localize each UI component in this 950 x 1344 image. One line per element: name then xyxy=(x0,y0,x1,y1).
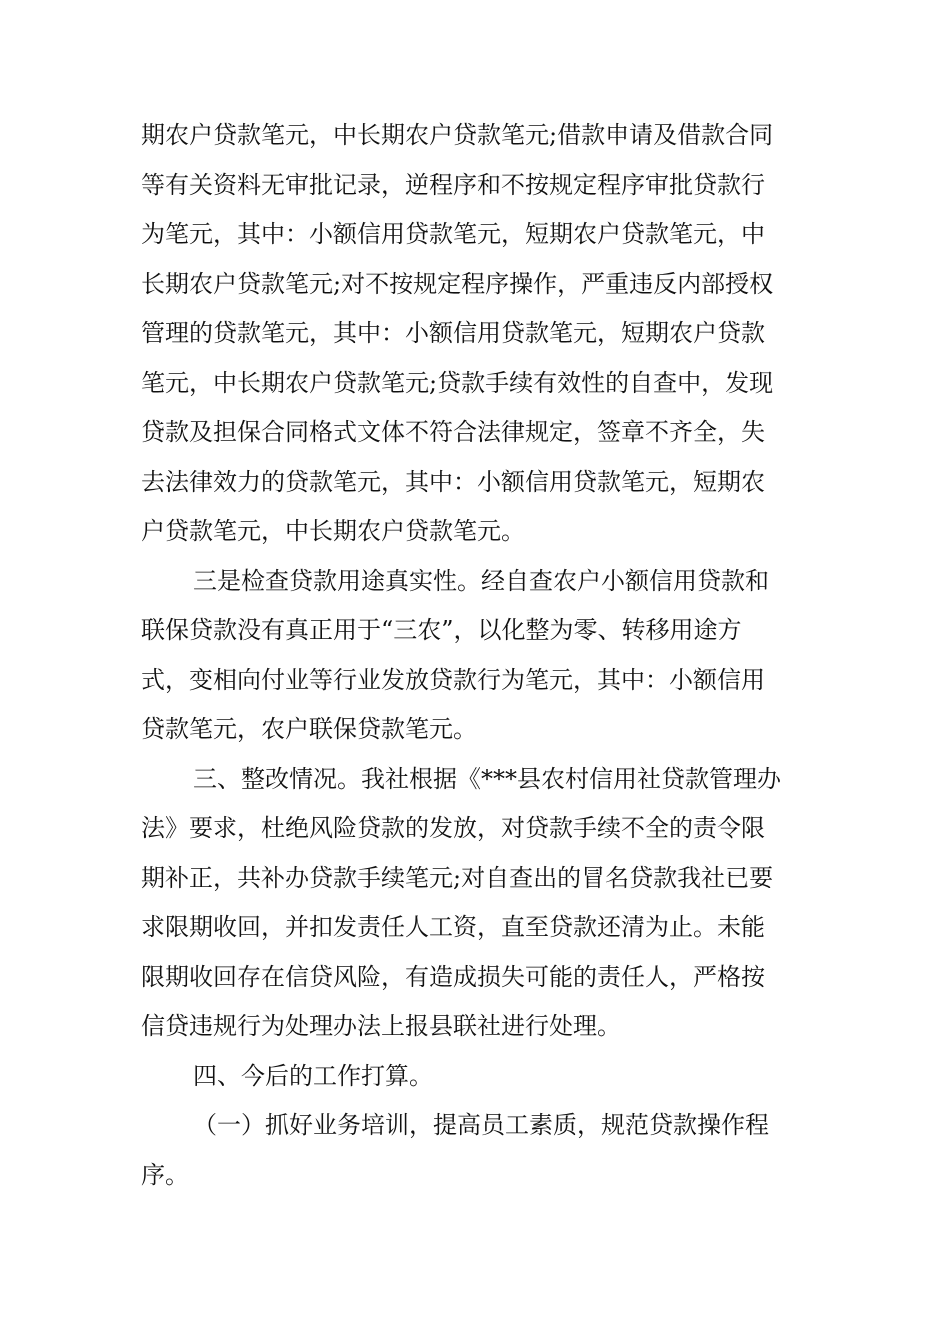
text-line: 去法律效力的贷款笔元，其中：小额信用贷款笔元，短期农 xyxy=(141,467,765,496)
document-body xyxy=(141,111,821,1200)
text-line: 联保贷款没有真正用于“三农”，以化整为零、转移用途方 xyxy=(141,616,742,644)
text-line: 贷款及担保合同格式文体不符合法律规定，签章不齐全，失 xyxy=(141,418,765,446)
text-line: 序。 xyxy=(141,1160,189,1189)
text-line: 长期农户贷款笔元;对不按规定程序操作，严重违反内部授权 xyxy=(141,269,774,298)
section-heading-future-plans: 四、今后的工作打算。 xyxy=(193,1061,433,1090)
text-line: 式，变相向付业等行业发放贷款行为笔元，其中：小额信用 xyxy=(141,665,765,694)
paragraph-first-line: （一）抓好业务培训，提高员工素质，规范贷款操作程 xyxy=(193,1111,769,1139)
text-line: 期农户贷款笔元，中长期农户贷款笔元;借款申请及借款合同 xyxy=(141,121,774,149)
text-line: 等有关资料无审批记录，逆程序和不按规定程序审批贷款行 xyxy=(141,170,765,199)
text-line: 户贷款笔元，中长期农户贷款笔元。 xyxy=(141,517,525,545)
text-line: 贷款笔元，农户联保贷款笔元。 xyxy=(141,715,477,743)
text-line: 求限期收回，并扣发责任人工资，直至贷款还清为止。未能 xyxy=(141,913,765,941)
text-line: 期补正，共补办贷款手续笔元;对自查出的冒名贷款我社已要 xyxy=(141,863,774,892)
text-line: 法》要求，杜绝风险贷款的发放，对贷款手续不全的责令限 xyxy=(141,814,765,842)
text-line: 限期收回存在信贷风险，有造成损失可能的责任人，严格按 xyxy=(141,962,765,991)
text-line: 为笔元，其中：小额信用贷款笔元，短期农户贷款笔元，中 xyxy=(141,220,765,248)
text-line: 信贷违规行为处理办法上报县联社进行处理。 xyxy=(141,1012,621,1040)
paragraph-first-line: 三是检查贷款用途真实性。经自查农户小额信用贷款和 xyxy=(193,566,769,595)
text-line: 管理的贷款笔元，其中：小额信用贷款笔元，短期农户贷款 xyxy=(141,319,765,347)
section-heading-rectification: 三、整改情况。我社根据《***县农村信用社贷款管理办 xyxy=(193,764,781,793)
text-line: 笔元，中长期农户贷款笔元;贷款手续有效性的自查中，发现 xyxy=(141,368,774,397)
